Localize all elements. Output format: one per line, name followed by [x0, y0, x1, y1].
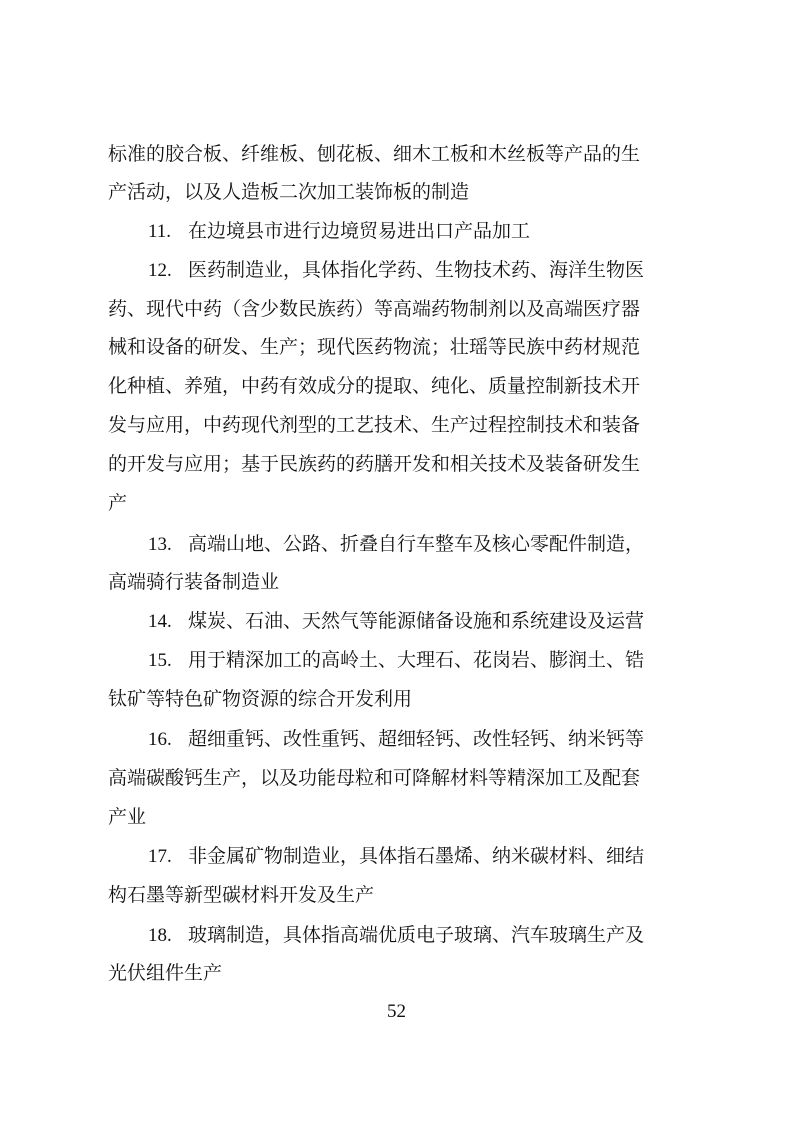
list-item-16 [148, 727, 644, 752]
page-number: 52 [387, 1001, 406, 1022]
text-line: 构石墨等新型碳材料开发及生产 [108, 884, 375, 906]
item-number: 17. [148, 846, 172, 867]
text-line: 光伏组件生产 [108, 962, 223, 984]
text-line: 钛矿等特色矿物资源的综合开发利用 [108, 688, 413, 710]
text-line: 化种植、养殖，中药有效成分的提取、纯化、质量控制新技术开 [108, 375, 641, 397]
item-text: 玻璃制造，具体指高端优质电子玻璃、汽车玻璃生产及 [188, 924, 645, 946]
item-number: 13. [148, 534, 172, 555]
text-line: 的开发与应用；基于民族药的药膳开发和相关技术及装备研发生 [108, 453, 641, 475]
item-text: 用于精深加工的高岭土、大理石、花岗岩、膨润土、锆 [188, 649, 645, 671]
item-text: 煤炭、石油、天然气等能源储备设施和系统建设及运营 [188, 610, 645, 632]
list-item-18 [148, 923, 644, 948]
text-line: 产 [108, 492, 128, 514]
list-item-15 [148, 648, 644, 673]
list-item-12 [148, 258, 644, 283]
item-number: 11. [148, 221, 172, 242]
list-item-17 [148, 844, 644, 869]
text-line: 发与应用，中药现代剂型的工艺技术、生产过程控制技术和装备 [108, 414, 641, 436]
item-number: 15. [148, 650, 172, 671]
text-line: 产活动，以及人造板二次加工装饰板的制造 [108, 181, 470, 203]
list-item-14 [148, 609, 644, 634]
item-text: 在边境县市进行边境贸易进出口产品加工 [188, 220, 531, 242]
item-number: 12. [148, 260, 172, 281]
text-line: 械和设备的研发、生产；现代医药物流；壮瑶等民族中药材规范 [108, 336, 641, 358]
text-line: 高端碳酸钙生产，以及功能母粒和可降解材料等精深加工及配套 [108, 767, 641, 789]
item-number: 16. [148, 729, 172, 750]
list-item-11 [148, 219, 530, 244]
text-line: 标准的胶合板、纤维板、刨花板、细木工板和木丝板等产品的生 [108, 143, 641, 165]
item-text: 非金属矿物制造业，具体指石墨烯、纳米碳材料、细结 [188, 845, 645, 867]
text-line: 高端骑行装备制造业 [108, 571, 280, 593]
text-line: 药、现代中药（含少数民族药）等高端药物制剂以及高端医疗器 [108, 298, 641, 320]
item-text: 超细重钙、改性重钙、超细轻钙、改性轻钙、纳米钙等 [188, 728, 645, 750]
list-item-13 [148, 532, 644, 557]
item-number: 18. [148, 925, 172, 946]
item-text: 高端山地、公路、折叠自行车整车及核心零配件制造， [188, 533, 645, 555]
item-number: 14. [148, 611, 172, 632]
item-text: 医药制造业，具体指化学药、生物技术药、海洋生物医 [188, 259, 645, 281]
text-line: 产业 [108, 806, 147, 828]
